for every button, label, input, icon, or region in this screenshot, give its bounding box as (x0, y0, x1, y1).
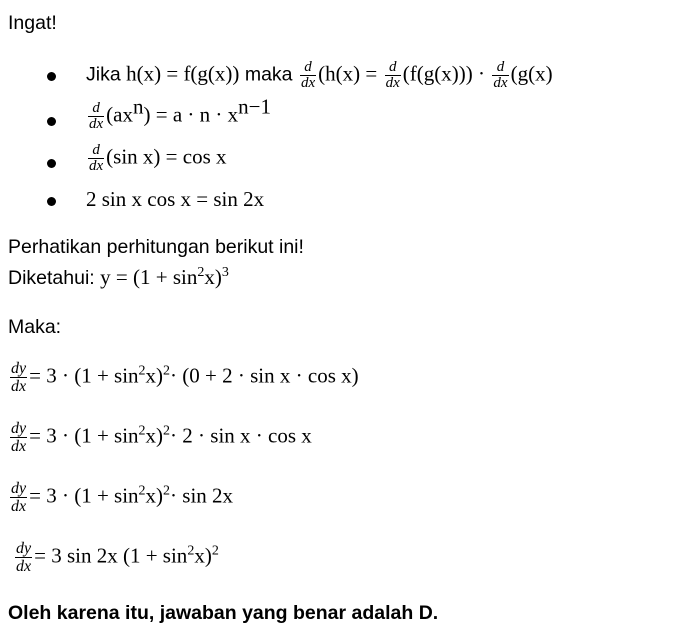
step-1: $\frac{dy}{dx}$ = $3 \cdot (1 + \sin^2x)^2\cdot (0 + 2 \cdot \sin x \cdot \cos x)$ (11, 360, 359, 395)
given-line (8, 265, 229, 290)
rule-sin: $\frac{d}{dx}$ (sin x) = cos x (89, 142, 227, 174)
rule-expr: h(x) = f(g(x)) (126, 61, 240, 86)
rule-middle: maka (244, 63, 293, 86)
bullet (47, 117, 56, 126)
derivative-fraction: $\frac{d}{dx}$ (493, 59, 508, 91)
derivative-fraction: $\frac{d}{dx}$ (300, 59, 316, 91)
dy-dx-fraction: $\frac{dy}{dx}$ (11, 360, 27, 395)
derivative-fraction: $\frac{d}{dx}$ (385, 59, 400, 91)
given-label: Diketahui: (8, 267, 95, 289)
intro-text: Perhatikan perhitungan berikut ini! (8, 236, 304, 258)
dy-dx-fraction: $\frac{dy}{dx}$ (11, 420, 27, 455)
dy-dx-fraction: $\frac{dy}{dx}$ (16, 540, 32, 575)
given-expr: $y = (1 + \sin^2x)^3$ (100, 265, 229, 289)
bullet (47, 197, 56, 206)
rule-prefix: Jika (86, 63, 121, 86)
heading: Ingat! (8, 12, 57, 34)
rule-expr: (f(g(x))) · (402, 61, 485, 86)
rule-expr: (h(x) = (318, 61, 378, 86)
dy-dx-fraction: $\frac{dy}{dx}$ (11, 480, 27, 515)
derivative-fraction: $\frac{d}{dx}$ (89, 100, 104, 132)
rule-power: $\frac{d}{dx}$ $(ax^n) = a \cdot n \cdot x^{n-1}$ (89, 94, 271, 132)
rule-expr: (g(x) (510, 61, 553, 86)
step-4: $\frac{dy}{dx}$ = 3 sin 2x $(1 + \sin^2x)^2$ (16, 540, 219, 575)
conclusion: Oleh karena itu, jawaban yang benar adalah D. (8, 602, 439, 624)
bullet (47, 159, 56, 168)
then-label: Maka: (8, 316, 62, 338)
step-2: $\frac{dy}{dx}$ = $3 \cdot (1 + \sin^2x)^2\cdot 2 \cdot \sin x \cdot \cos x$ (11, 420, 312, 455)
rule-double-angle: 2 sin x cos x = sin 2x (86, 187, 265, 211)
step-3: $\frac{dy}{dx}$ = $3 \cdot (1 + \sin^2x)^2\cdot \sin 2x$ (11, 480, 234, 515)
rule-chain (86, 60, 553, 91)
derivative-fraction: $\frac{d}{dx}$ (89, 142, 104, 174)
bullet (47, 72, 56, 81)
